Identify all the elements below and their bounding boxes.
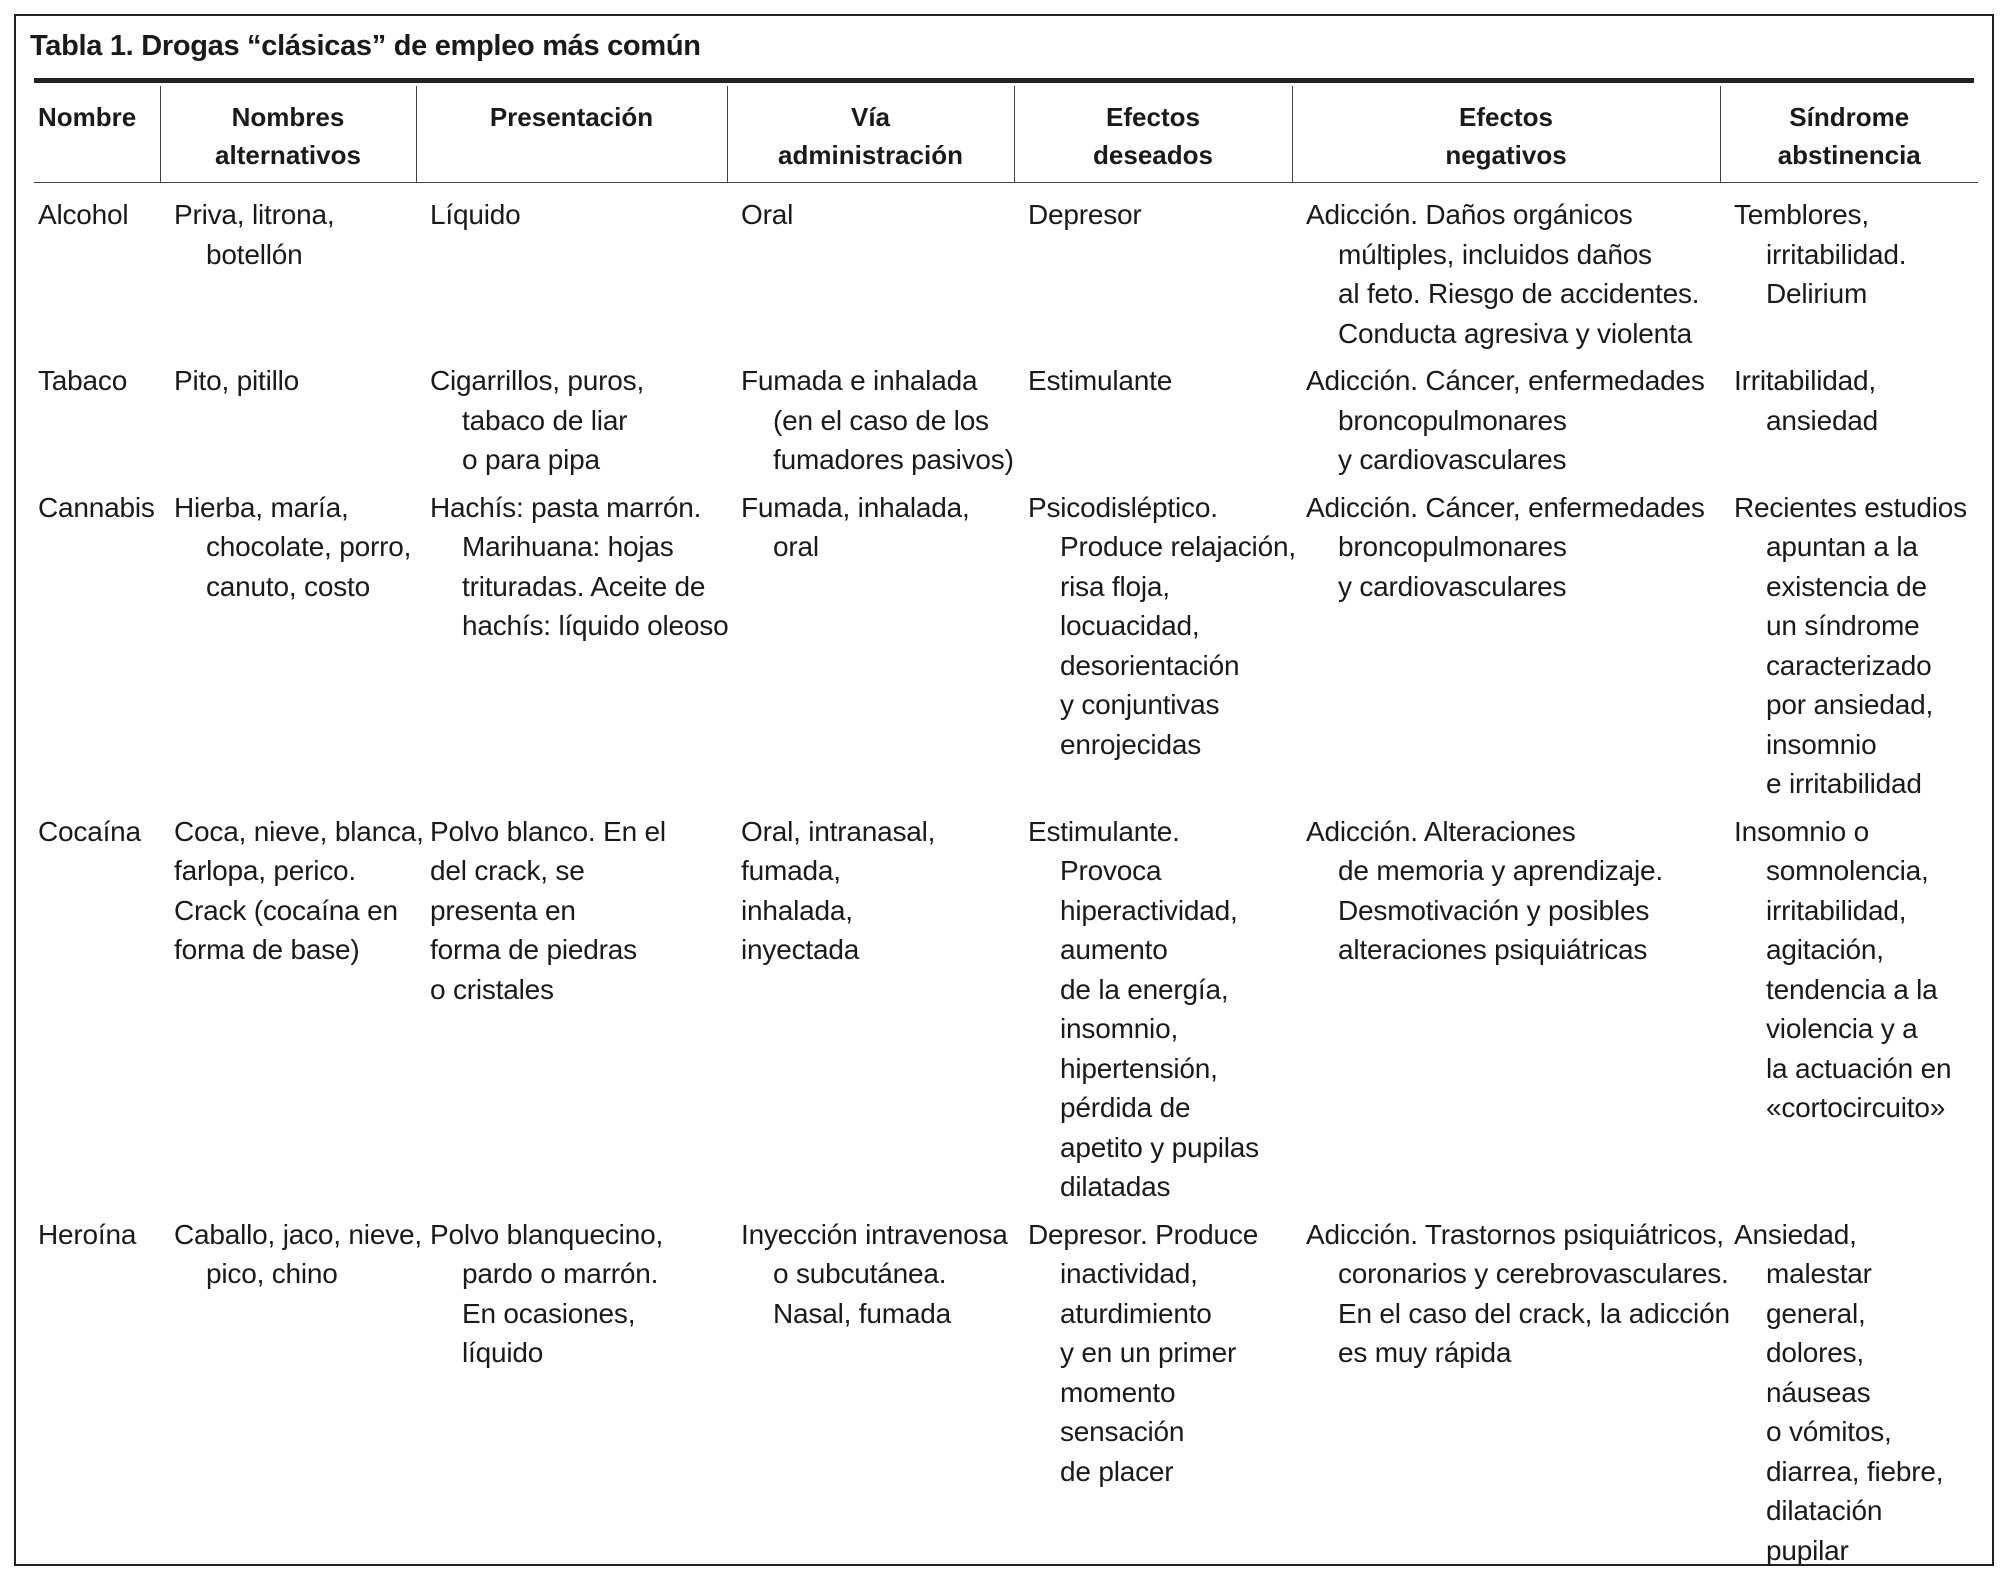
- cell-via-administracion: [727, 183, 1014, 356]
- header-cell: [1720, 86, 1978, 183]
- cell-nombres-alternativos: [160, 1209, 422, 1573]
- cell-line: Coca, nieve, blanca,: [174, 815, 424, 847]
- cell-line: Ansiedad,: [1734, 1218, 1857, 1250]
- cell-line: Inyección intravenosa: [741, 1218, 1008, 1250]
- cell-line: Conducta agresiva y violenta: [1338, 317, 1692, 349]
- cell-nombre: [34, 355, 160, 482]
- cell-line: o subcutánea.: [773, 1258, 947, 1289]
- cell-line: Adicción. Alteraciones: [1306, 815, 1576, 847]
- cell-line: por ansiedad,: [1766, 689, 1934, 720]
- cell-line: alteraciones psiquiátricas: [1338, 934, 1648, 965]
- cell-line: chocolate, porro,: [206, 531, 412, 562]
- cell-line: tendencia a la: [1766, 973, 1938, 1005]
- cell-nombres-alternativos: [160, 355, 416, 482]
- cell-line: En ocasiones,: [462, 1297, 636, 1329]
- cell-efectos-deseados: [1014, 355, 1292, 482]
- cell-line: Cannabis: [38, 491, 155, 523]
- cell-line: Recientes estudios: [1734, 491, 1967, 523]
- cell-line: botellón: [206, 238, 303, 270]
- cell-line: En el caso del crack, la adicción: [1338, 1297, 1730, 1329]
- cell-line: tabaco de liar: [462, 404, 628, 436]
- cell-line: violencia y a: [1766, 1013, 1918, 1044]
- header-line: Vía: [850, 102, 891, 132]
- cell-line: Depresor: [1028, 199, 1142, 230]
- cell-line: oral: [773, 531, 819, 562]
- cell-efectos-negativos: [1292, 355, 1720, 482]
- cell-sindrome-abstinencia: [1720, 355, 1978, 482]
- cell-line: desorientación: [1060, 649, 1240, 681]
- cell-line: al feto. Riesgo de accidentes.: [1338, 278, 1700, 309]
- cell-line: somnolencia,: [1766, 855, 1929, 886]
- header-cell: [727, 86, 1014, 183]
- cell-line: Heroína: [38, 1218, 137, 1250]
- cell-line: inyectada: [741, 934, 860, 965]
- cell-line: Provoca: [1060, 855, 1162, 886]
- cell-via-administracion: [727, 1209, 1014, 1573]
- cell-via-administracion: [727, 482, 1014, 806]
- cell-efectos-negativos: [1292, 183, 1720, 356]
- cell-line: inhalada,: [741, 894, 853, 926]
- cell-line: e irritabilidad: [1766, 768, 1922, 799]
- cell-line: y cardiovasculares: [1338, 444, 1567, 475]
- cell-line: hachís: líquido oleoso: [462, 610, 729, 641]
- cell-line: coronarios y cerebrovasculares.: [1338, 1258, 1729, 1289]
- header-line: administración: [778, 140, 963, 170]
- cell-line: la actuación en: [1766, 1052, 1952, 1084]
- cell-efectos-deseados: [1014, 482, 1296, 806]
- cell-line: general,: [1766, 1297, 1866, 1329]
- cell-line: de la energía,: [1060, 973, 1229, 1005]
- cell-line: Pito, pitillo: [174, 365, 300, 396]
- cell-line: Hierba, maría,: [174, 491, 349, 523]
- cell-line: broncopulmonares: [1338, 531, 1567, 562]
- cell-line: risa floja,: [1060, 570, 1170, 602]
- cell-via-administracion: [727, 806, 1014, 1209]
- cell-line: Temblores,: [1734, 199, 1869, 230]
- cell-efectos-deseados: [1014, 806, 1292, 1209]
- cell-line: forma de base): [174, 934, 360, 965]
- cell-line: Adicción. Cáncer, enfermedades: [1306, 365, 1705, 396]
- cell-line: y conjuntivas: [1060, 689, 1220, 720]
- cell-line: enrojecidas: [1060, 728, 1201, 760]
- cell-line: pérdida de: [1060, 1092, 1191, 1123]
- cell-line: Produce relajación,: [1060, 531, 1296, 562]
- cell-line: caracterizado: [1766, 649, 1932, 681]
- cell-line: Caballo, jaco, nieve,: [174, 1218, 422, 1250]
- table-row: [34, 806, 1978, 1209]
- cell-line: Cocaína: [38, 815, 141, 847]
- header-line: abstinencia: [1777, 140, 1921, 170]
- cell-line: Oral: [741, 199, 794, 230]
- cell-line: Polvo blanquecino,: [430, 1218, 664, 1250]
- cell-line: del crack, se: [430, 855, 585, 886]
- cell-line: Fumada e inhalada: [741, 365, 978, 396]
- cell-line: Desmotivación y posibles: [1338, 894, 1650, 926]
- cell-line: Priva, litrona,: [174, 199, 335, 230]
- cell-line: dilatadas: [1060, 1171, 1171, 1202]
- cell-line: dolores,: [1766, 1337, 1865, 1368]
- cell-line: líquido: [462, 1337, 544, 1368]
- cell-line: existencia de: [1766, 570, 1927, 602]
- cell-nombre: [34, 1209, 160, 1573]
- header-cell: [416, 86, 727, 183]
- header-line: Efectos: [1106, 102, 1200, 132]
- cell-efectos-negativos: [1292, 1209, 1730, 1573]
- cell-line: irritabilidad.: [1766, 238, 1907, 270]
- header-line: Nombres: [231, 102, 345, 132]
- cell-line: sensación: [1060, 1416, 1185, 1447]
- header-line: alternativos: [215, 140, 361, 170]
- cell-line: pupilar: [1766, 1534, 1849, 1566]
- header-line: Síndrome: [1789, 102, 1910, 132]
- cell-line: múltiples, incluidos daños: [1338, 238, 1652, 270]
- cell-efectos-negativos: [1292, 482, 1720, 806]
- cell-nombres-alternativos: [160, 806, 424, 1209]
- cell-presentacion: [416, 482, 727, 806]
- cell-nombre: [34, 183, 160, 356]
- cell-line: trituradas. Aceite de: [462, 570, 706, 602]
- header-line: Presentación: [489, 102, 654, 132]
- cell-line: locuacidad,: [1060, 610, 1200, 641]
- drugs-table: [34, 86, 1978, 1572]
- table-title: Tabla 1. Drogas “clásicas” de empleo más común: [30, 30, 701, 62]
- table-body: [34, 183, 1978, 1573]
- cell-nombres-alternativos: [160, 482, 416, 806]
- cell-line: Marihuana: hojas: [462, 531, 674, 562]
- cell-line: Depresor. Produce: [1028, 1218, 1259, 1250]
- cell-line: hipertensión,: [1060, 1052, 1218, 1084]
- header-row: [34, 86, 1978, 183]
- cell-via-administracion: [727, 355, 1014, 482]
- cell-line: (en el caso de los: [773, 404, 989, 436]
- cell-line: inactividad,: [1060, 1258, 1198, 1289]
- cell-line: y cardiovasculares: [1338, 570, 1567, 602]
- cell-presentacion: [416, 806, 727, 1209]
- cell-line: aumento: [1060, 934, 1168, 965]
- cell-line: apuntan a la: [1766, 531, 1918, 562]
- cell-line: momento: [1060, 1376, 1176, 1408]
- cell-efectos-deseados: [1014, 183, 1292, 356]
- cell-line: Oral, intranasal,: [741, 815, 936, 847]
- cell-line: o vómitos,: [1766, 1416, 1892, 1447]
- cell-line: Adicción. Cáncer, enfermedades: [1306, 491, 1705, 523]
- table-row: [34, 482, 1978, 806]
- cell-line: Alcohol: [38, 199, 129, 230]
- cell-line: Adicción. Trastornos psiquiátricos,: [1306, 1218, 1724, 1250]
- cell-line: Fumada, inhalada,: [741, 491, 970, 523]
- cell-line: agitación,: [1766, 934, 1884, 965]
- cell-line: pico, chino: [206, 1258, 338, 1289]
- cell-line: Irritabilidad,: [1734, 365, 1876, 396]
- cell-line: un síndrome: [1766, 610, 1920, 641]
- table-frame: [14, 14, 1994, 1566]
- header-cell: [34, 86, 160, 183]
- cell-line: de memoria y aprendizaje.: [1338, 855, 1663, 886]
- cell-line: Nasal, fumada: [773, 1297, 951, 1329]
- cell-line: o cristales: [430, 973, 554, 1005]
- cell-nombre: [34, 482, 160, 806]
- cell-line: Líquido: [430, 199, 521, 230]
- header-line: negativos: [1445, 140, 1567, 170]
- cell-line: insomnio: [1766, 728, 1877, 760]
- cell-line: ansiedad: [1766, 404, 1879, 436]
- header-cell: [1292, 86, 1720, 183]
- cell-line: «cortocircuito»: [1766, 1092, 1946, 1123]
- cell-presentacion: [416, 355, 727, 482]
- cell-line: canuto, costo: [206, 570, 370, 602]
- cell-line: Cigarrillos, puros,: [430, 365, 645, 396]
- title-rule: [34, 78, 1974, 83]
- table-row: [34, 355, 1978, 482]
- cell-sindrome-abstinencia: [1720, 806, 1978, 1209]
- cell-nombre: [34, 806, 160, 1209]
- cell-line: fumadores pasivos): [773, 444, 1014, 475]
- cell-line: malestar: [1766, 1258, 1872, 1289]
- cell-line: Insomnio o: [1734, 815, 1869, 847]
- cell-line: insomnio,: [1060, 1013, 1179, 1044]
- table-row: [34, 1209, 1978, 1573]
- cell-line: Estimulante.: [1028, 815, 1180, 847]
- cell-line: Psicodisléptico.: [1028, 491, 1218, 523]
- table-row: [34, 183, 1978, 356]
- cell-line: y en un primer: [1060, 1337, 1237, 1368]
- cell-line: es muy rápida: [1338, 1337, 1512, 1368]
- cell-line: aturdimiento: [1060, 1297, 1212, 1329]
- cell-line: farlopa, perico.: [174, 855, 357, 886]
- cell-line: náuseas: [1766, 1376, 1871, 1408]
- cell-line: Hachís: pasta marrón.: [430, 491, 702, 523]
- cell-line: apetito y pupilas: [1060, 1131, 1259, 1163]
- cell-line: Polvo blanco. En el: [430, 815, 666, 847]
- cell-presentacion: [416, 183, 727, 356]
- cell-line: Estimulante: [1028, 365, 1173, 396]
- cell-efectos-negativos: [1292, 806, 1720, 1209]
- cell-line: irritabilidad,: [1766, 894, 1907, 926]
- header-cell: [1014, 86, 1292, 183]
- header-line: Nombre: [38, 102, 137, 132]
- cell-line: dilatación: [1766, 1495, 1883, 1526]
- cell-line: Delirium: [1766, 278, 1868, 309]
- cell-line: broncopulmonares: [1338, 404, 1567, 436]
- cell-sindrome-abstinencia: [1720, 1209, 1978, 1573]
- cell-efectos-deseados: [1014, 1209, 1292, 1573]
- cell-sindrome-abstinencia: [1720, 183, 1978, 356]
- cell-line: fumada,: [741, 855, 841, 886]
- cell-line: de placer: [1060, 1455, 1174, 1487]
- cell-line: o para pipa: [462, 444, 600, 475]
- cell-line: hiperactividad,: [1060, 894, 1238, 926]
- cell-line: forma de piedras: [430, 934, 637, 965]
- header-line: Efectos: [1459, 102, 1553, 132]
- header-cell: [160, 86, 416, 183]
- header-line: deseados: [1093, 140, 1213, 170]
- cell-presentacion: [416, 1209, 727, 1573]
- cell-line: Adicción. Daños orgánicos: [1306, 199, 1633, 230]
- cell-line: pardo o marrón.: [462, 1258, 659, 1289]
- cell-line: presenta en: [430, 894, 576, 926]
- cell-nombres-alternativos: [160, 183, 416, 356]
- cell-sindrome-abstinencia: [1720, 482, 1978, 806]
- cell-line: diarrea, fiebre,: [1766, 1455, 1944, 1487]
- cell-line: Tabaco: [38, 365, 128, 396]
- cell-line: Crack (cocaína en: [174, 894, 398, 926]
